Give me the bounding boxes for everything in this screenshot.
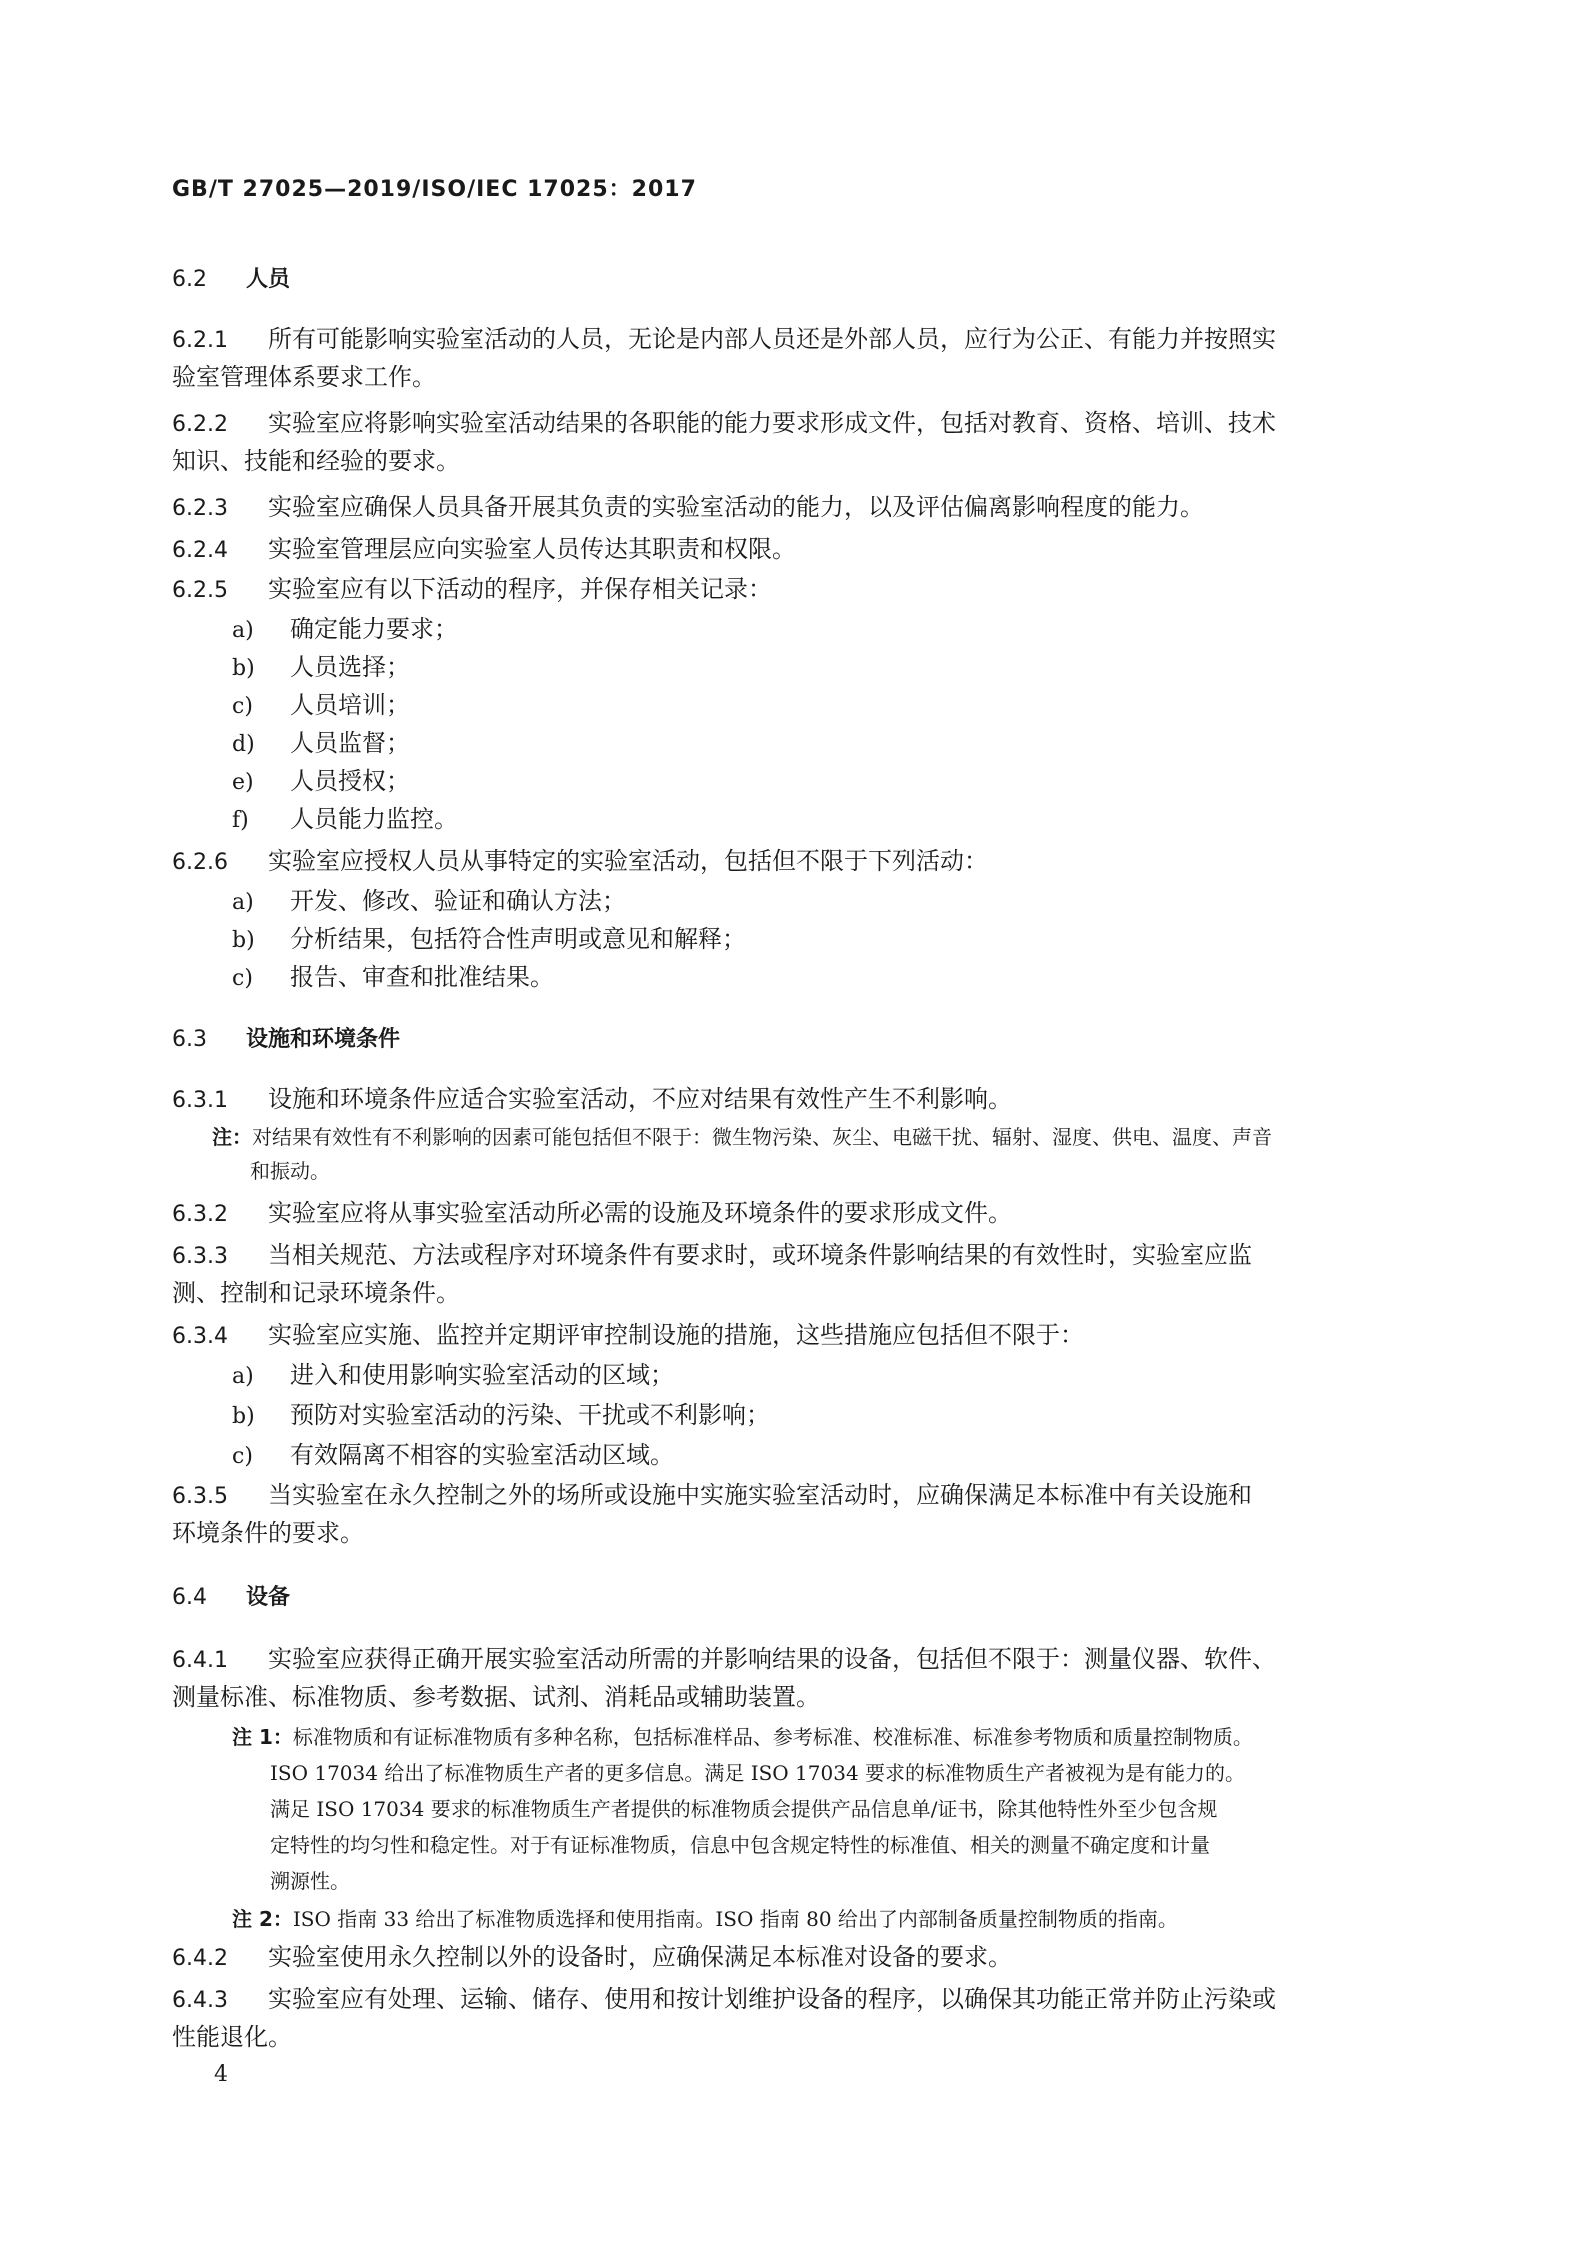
list-item bbox=[232, 800, 1412, 840]
clause-6-2-4 bbox=[172, 530, 1412, 570]
section-number: 6.3 bbox=[172, 1027, 207, 1052]
clause-6-4-1 bbox=[172, 1640, 1412, 1680]
clause-6-3-3 bbox=[172, 1236, 1412, 1276]
clause-text: 实验室管理层应向实验室人员传达其职责和权限。 bbox=[268, 535, 796, 563]
list-text: 人员培训； bbox=[290, 691, 410, 719]
list-text: 预防对实验室活动的污染、干扰或不利影响； bbox=[290, 1401, 770, 1429]
list-letter: c) bbox=[232, 694, 253, 719]
clause-number: 6.4.1 bbox=[172, 1648, 228, 1673]
note-1-line: 定特性的均匀性和稳定性。对于有证标准物质，信息中包含规定特性的标准值、相关的测量不确定度和计量 bbox=[270, 1833, 1210, 1857]
list-text: 人员选择； bbox=[290, 653, 410, 681]
clause-6-2-1-cont: 验室管理体系要求工作。 bbox=[172, 363, 436, 391]
note-1-line: 溯源性。 bbox=[270, 1869, 350, 1893]
clause-text: 当相关规范、方法或程序对环境条件有要求时，或环境条件影响结果的有效性时，实验室应监 bbox=[268, 1241, 1252, 1269]
clause-text: 实验室应获得正确开展实验室活动所需的并影响结果的设备，包括但不限于：测量仪器、软件、 bbox=[268, 1645, 1276, 1673]
list-text: 报告、审查和批准结果。 bbox=[290, 963, 554, 991]
clause-6-3-3-cont: 测、控制和记录环境条件。 bbox=[172, 1279, 460, 1307]
clause-number: 6.2.6 bbox=[172, 850, 228, 875]
list-letter: a) bbox=[232, 618, 254, 643]
section-6-4-heading bbox=[172, 1580, 290, 1611]
clause-text: 实验室应将从事实验室活动所必需的设施及环境条件的要求形成文件。 bbox=[268, 1199, 1012, 1227]
clause-6-2-2-cont: 知识、技能和经验的要求。 bbox=[172, 447, 460, 475]
list-letter: b) bbox=[232, 1404, 255, 1429]
clause-number: 6.3.5 bbox=[172, 1484, 228, 1509]
list-letter: f) bbox=[232, 808, 249, 833]
clause-6-2-5 bbox=[172, 570, 1412, 610]
list-text: 开发、修改、验证和确认方法； bbox=[290, 887, 626, 915]
clause-text: 当实验室在永久控制之外的场所或设施中实施实验室活动时，应确保满足本标准中有关设施和 bbox=[268, 1481, 1252, 1509]
list-letter: a) bbox=[232, 1364, 254, 1389]
list-item bbox=[232, 1356, 1412, 1396]
clause-text: 实验室使用永久控制以外的设备时，应确保满足本标准对设备的要求。 bbox=[268, 1943, 1012, 1971]
clause-number: 6.3.1 bbox=[172, 1088, 228, 1113]
note-text: 对结果有效性有不利影响的因素可能包括但不限于：微生物污染、灰尘、电磁干扰、辐射、湿度、供电、温度、声音 bbox=[252, 1125, 1272, 1149]
list-letter: a) bbox=[232, 890, 254, 915]
clause-6-3-4 bbox=[172, 1316, 1412, 1356]
clause-number: 6.2.2 bbox=[172, 412, 228, 437]
note-label: 注 1： bbox=[232, 1725, 293, 1749]
clause-6-4-2 bbox=[172, 1938, 1412, 1978]
list-letter: d) bbox=[232, 732, 255, 757]
list-letter: c) bbox=[232, 966, 253, 991]
section-number: 6.2 bbox=[172, 267, 207, 292]
section-number: 6.4 bbox=[172, 1585, 207, 1610]
list-text: 进入和使用影响实验室活动的区域； bbox=[290, 1361, 674, 1389]
section-title: 人员 bbox=[246, 267, 291, 292]
clause-6-2-3 bbox=[172, 488, 1412, 528]
clause-6-4-3 bbox=[172, 1980, 1412, 2020]
clause-number: 6.2.5 bbox=[172, 578, 228, 603]
list-text: 人员能力监控。 bbox=[290, 805, 458, 833]
list-text: 有效隔离不相容的实验室活动区域。 bbox=[290, 1441, 674, 1469]
list-item bbox=[232, 724, 1412, 764]
clause-6-2-6 bbox=[172, 842, 1412, 882]
section-title: 设施和环境条件 bbox=[246, 1027, 401, 1052]
note-1-line: ISO 17034 给出了标准物质生产者的更多信息。满足 ISO 17034 要求的标准物质生产者被视为是有能力的。 bbox=[270, 1761, 1246, 1785]
list-item bbox=[232, 762, 1412, 802]
list-item bbox=[232, 882, 1412, 922]
clause-text: 实验室应将影响实验室活动结果的各职能的能力要求形成文件，包括对教育、资格、培训、技术 bbox=[268, 409, 1276, 437]
note-cont: 和振动。 bbox=[250, 1159, 330, 1183]
list-letter: c) bbox=[232, 1444, 253, 1469]
clause-6-3-5-cont: 环境条件的要求。 bbox=[172, 1519, 364, 1547]
clause-number: 6.4.2 bbox=[172, 1946, 228, 1971]
list-item bbox=[232, 610, 1412, 650]
note bbox=[212, 1120, 1412, 1154]
note-2 bbox=[232, 1902, 1432, 1936]
clause-6-4-3-cont: 性能退化。 bbox=[172, 2023, 292, 2051]
list-text: 人员授权； bbox=[290, 767, 410, 795]
clause-text: 所有可能影响实验室活动的人员，无论是内部人员还是外部人员，应行为公正、有能力并按照实 bbox=[268, 325, 1276, 353]
note-text: ISO 指南 33 给出了标准物质选择和使用指南。ISO 指南 80 给出了内部制备质量控制物质的指南。 bbox=[292, 1907, 1178, 1931]
section-title: 设备 bbox=[246, 1585, 291, 1610]
standard-header: GB/T 27025—2019/ISO/IEC 17025：2017 bbox=[172, 177, 697, 202]
list-item bbox=[232, 648, 1412, 688]
clause-6-3-1 bbox=[172, 1080, 1412, 1120]
clause-text: 实验室应有处理、运输、储存、使用和按计划维护设备的程序，以确保其功能正常并防止污染或 bbox=[268, 1985, 1276, 2013]
list-item bbox=[232, 1436, 1412, 1476]
note-1 bbox=[232, 1720, 1432, 1754]
clause-6-3-2 bbox=[172, 1194, 1412, 1234]
list-letter: e) bbox=[232, 770, 254, 795]
list-text: 分析结果，包括符合性声明或意见和解释； bbox=[290, 925, 746, 953]
clause-number: 6.4.3 bbox=[172, 1988, 228, 2013]
clause-number: 6.3.3 bbox=[172, 1244, 228, 1269]
clause-number: 6.3.2 bbox=[172, 1202, 228, 1227]
page-number: 4 bbox=[214, 2062, 228, 2087]
clause-number: 6.3.4 bbox=[172, 1324, 228, 1349]
clause-6-4-1-cont: 测量标准、标准物质、参考数据、试剂、消耗品或辅助装置。 bbox=[172, 1683, 820, 1711]
list-letter: b) bbox=[232, 928, 255, 953]
clause-text: 实验室应确保人员具备开展其负责的实验室活动的能力，以及评估偏离影响程度的能力。 bbox=[268, 493, 1204, 521]
note-label: 注： bbox=[212, 1125, 252, 1149]
section-6-2-heading bbox=[172, 262, 290, 293]
list-text: 人员监督； bbox=[290, 729, 410, 757]
list-item bbox=[232, 920, 1412, 960]
clause-6-2-1 bbox=[172, 320, 1412, 360]
clause-number: 6.2.3 bbox=[172, 496, 228, 521]
note-1-line: 满足 ISO 17034 要求的标准物质生产者提供的标准物质会提供产品信息单/证书，除其他特性外至少包含规 bbox=[270, 1797, 1218, 1821]
list-letter: b) bbox=[232, 656, 255, 681]
clause-text: 设施和环境条件应适合实验室活动，不应对结果有效性产生不利影响。 bbox=[268, 1085, 1012, 1113]
list-item bbox=[232, 958, 1412, 998]
note-label: 注 2： bbox=[232, 1907, 293, 1931]
list-text: 确定能力要求； bbox=[290, 615, 458, 643]
clause-text: 实验室应实施、监控并定期评审控制设施的措施，这些措施应包括但不限于： bbox=[268, 1321, 1084, 1349]
list-item bbox=[232, 686, 1412, 726]
section-6-3-heading bbox=[172, 1022, 400, 1053]
clause-6-2-2 bbox=[172, 404, 1412, 444]
clause-6-3-5 bbox=[172, 1476, 1412, 1516]
note-text: 标准物质和有证标准物质有多种名称，包括标准样品、参考标准、校准标准、标准参考物质和质量控制物质。 bbox=[292, 1725, 1253, 1749]
clause-text: 实验室应授权人员从事特定的实验室活动，包括但不限于下列活动： bbox=[268, 847, 988, 875]
clause-number: 6.2.1 bbox=[172, 328, 228, 353]
clause-text: 实验室应有以下活动的程序，并保存相关记录： bbox=[268, 575, 772, 603]
list-item bbox=[232, 1396, 1412, 1436]
clause-number: 6.2.4 bbox=[172, 538, 228, 563]
